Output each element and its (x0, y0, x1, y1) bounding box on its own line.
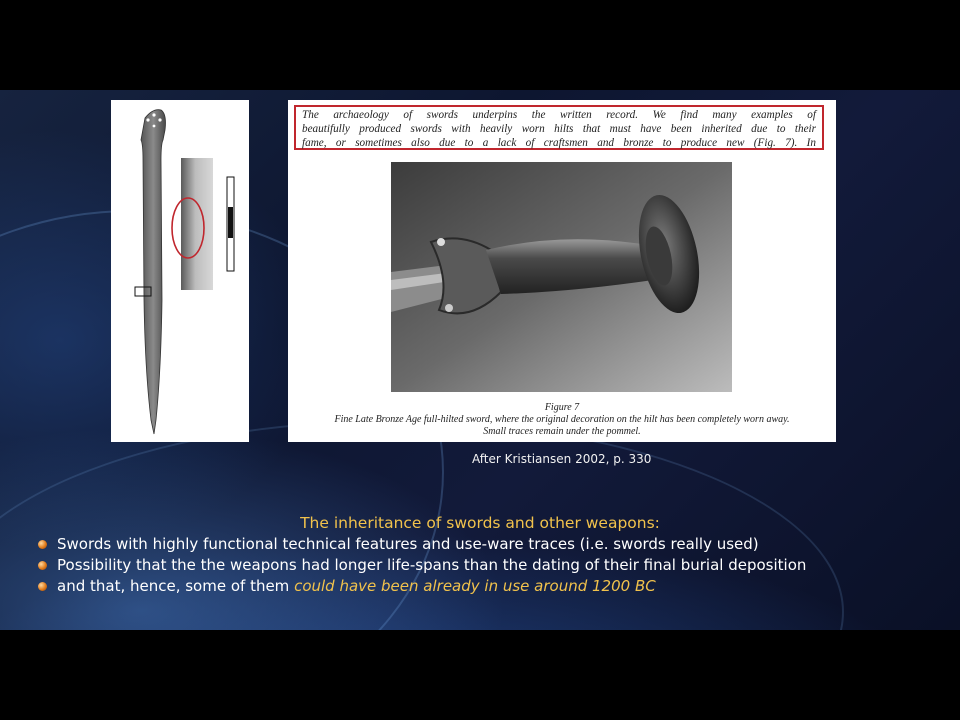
sword-drawing-figure (111, 100, 249, 442)
sword-blade-drawing-icon (111, 100, 249, 442)
figure-caption (288, 414, 836, 438)
quote-line: fame, or sometimes also due to a lack of craftsmen and bronze to produce new (Fig. 7). In (302, 137, 816, 149)
sword-hilt-photo-icon (391, 162, 732, 392)
slide (0, 90, 960, 630)
figure-title: Figure 7 (544, 402, 580, 413)
quote-line: The archaeology of swords underpins the written record. We find many examples of (302, 109, 816, 121)
bullet-list (38, 534, 806, 597)
quote-box (294, 105, 824, 150)
source-caption: After Kristiansen 2002, p. 330 (472, 452, 652, 466)
figure-caption-line: Fine Late Bronze Age full-hilted sword, where the original decoration on the hilt has been completely worn away. (334, 414, 790, 425)
bullet-icon (38, 582, 47, 591)
bullet-text: and that, hence, some of them (57, 577, 295, 595)
slide-heading: The inheritance of swords and other weapons: (300, 514, 660, 532)
bullet-item (38, 534, 806, 555)
figure-caption-line: Small traces remain under the pommel. (483, 426, 641, 437)
bullet-icon (38, 540, 47, 549)
bullet-icon (38, 561, 47, 570)
quote-line: beautifully produced swords with heavily worn hilts that must have been inherited due to their (302, 123, 816, 135)
bullet-text: Possibility that the the weapons had longer life-spans than the dating of their final burial deposition (57, 556, 807, 574)
bullet-text: Swords with highly functional technical features and use-ware traces (i.e. swords really used) (57, 535, 759, 553)
bullet-highlight: could have been already in use around 1200 BC (294, 577, 656, 595)
bullet-item (38, 576, 806, 597)
bullet-item (38, 555, 806, 576)
sword-hilt-figure (288, 100, 836, 442)
